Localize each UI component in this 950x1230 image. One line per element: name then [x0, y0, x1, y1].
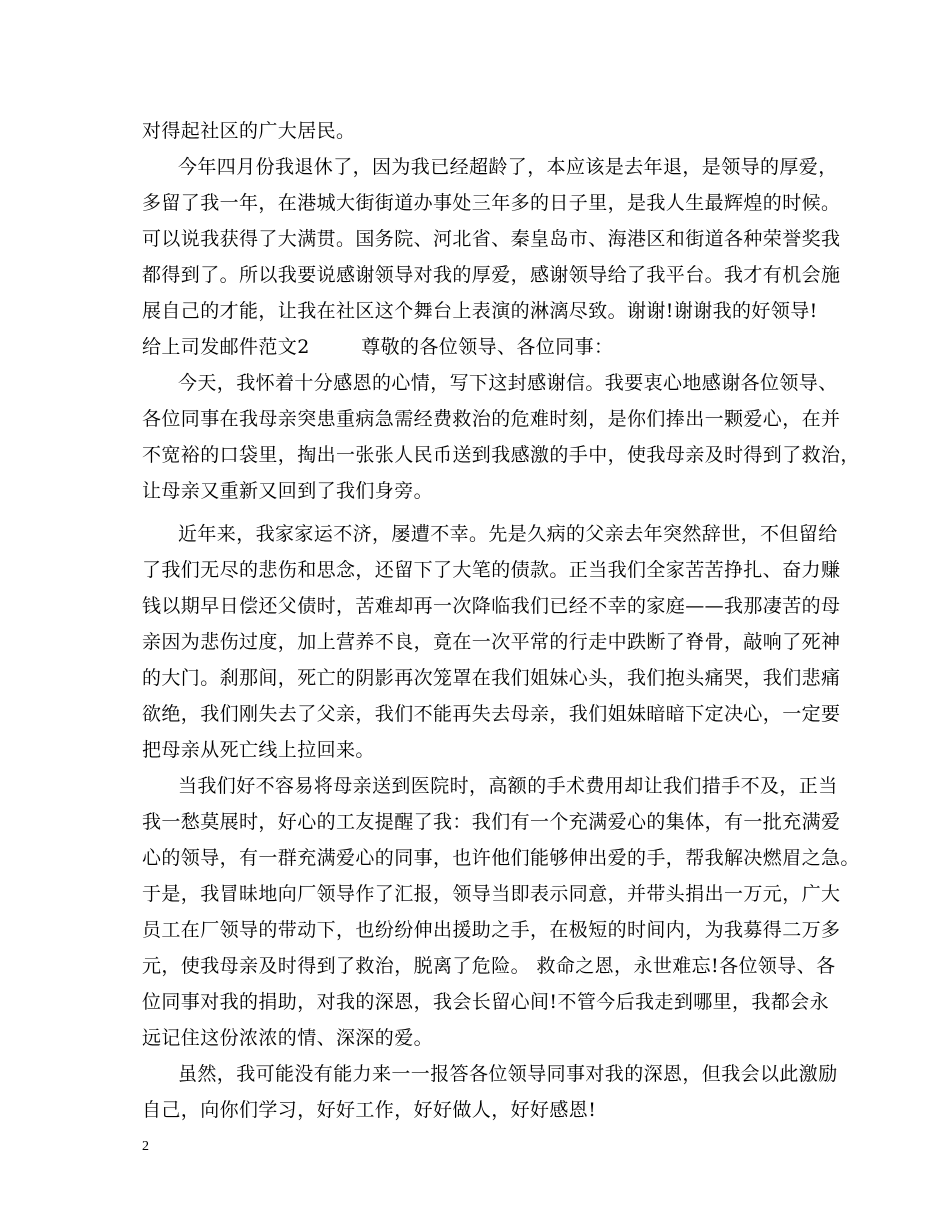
- text-line: 今天，我怀着十分感恩的心情，写下这封感谢信。我要衷心地感谢各位领导、: [178, 372, 838, 394]
- text-line: 员工在厂领导的带动下，也纷纷伸出援助之手，在极短的时间内，为我募得二万多: [142, 919, 841, 941]
- text-line: 对得起社区的广大居民。: [142, 120, 356, 142]
- text-line: 了我们无尽的悲伤和思念，还留下了大笔的债款。正当我们全家苦苦挣扎、奋力赚: [142, 559, 841, 581]
- text-line: 近年来，我家家运不济，屡遭不幸。先是久病的父亲去年突然辞世，不但留给: [178, 523, 838, 545]
- text-line: 的大门。刹那间，死亡的阴影再次笼罩在我们姐妹心头，我们抱头痛哭，我们悲痛: [142, 667, 841, 689]
- page-number: 2: [142, 1139, 149, 1154]
- text-line: 欲绝，我们刚失去了父亲，我们不能再失去母亲，我们姐妹暗暗下定决心，一定要: [142, 703, 841, 725]
- section-heading: 给上司发邮件范文2 尊敬的各位领导、各位同事：: [142, 336, 614, 358]
- text-line: 于是，我冒昧地向厂领导作了汇报，领导当即表示同意，并带头捐出一万元，广大: [142, 883, 841, 905]
- text-line: 可以说我获得了大满贯。国务院、河北省、秦皇岛市、海港区和街道各种荣誉奖我: [142, 228, 841, 250]
- text-line: 今年四月份我退休了，因为我已经超龄了，本应该是去年退，是领导的厚爱，: [178, 156, 838, 178]
- text-line: 让母亲又重新又回到了我们身旁。: [142, 480, 434, 502]
- text-line: 我一愁莫展时，好心的工友提醒了我：我们有一个充满爱心的集体，有一批充满爱: [142, 811, 841, 833]
- text-line: 亲因为悲伤过度，加上营养不良，竟在一次平常的行走中跌断了脊骨，敲响了死神: [142, 631, 841, 653]
- text-line: 虽然，我可能没有能力来一一报答各位领导同事对我的深恩，但我会以此激励: [178, 1063, 838, 1085]
- text-line: 各位同事在我母亲突患重病急需经费救治的危难时刻，是你们捧出一颗爱心，在并: [142, 408, 841, 430]
- text-line: 位同事对我的捐助，对我的深恩，我会长留心间!不管今后我走到哪里，我都会永: [142, 991, 830, 1013]
- text-line: 自己，向你们学习，好好工作，好好做人，好好感恩!: [142, 1099, 597, 1121]
- text-line: 钱以期早日偿还父债时，苦难却再一次降临我们已经不幸的家庭——我那凄苦的母: [142, 595, 841, 617]
- text-line: 展自己的才能，让我在社区这个舞台上表演的淋漓尽致。谢谢!谢谢我的好领导!: [142, 300, 818, 322]
- text-line: 多留了我一年，在港城大街街道办事处三年多的日子里，是我人生最辉煌的时候。: [142, 192, 841, 214]
- text-line: 都得到了。所以我要说感谢领导对我的厚爱，感谢领导给了我平台。我才有机会施: [142, 264, 841, 286]
- text-line: 把母亲从死亡线上拉回来。: [142, 739, 375, 761]
- text-line: 当我们好不容易将母亲送到医院时，高额的手术费用却让我们措手不及，正当: [178, 775, 838, 797]
- text-line: 心的领导，有一群充满爱心的同事，也许他们能够伸出爱的手，帮我解决燃眉之急。: [142, 847, 860, 869]
- text-line: 不宽裕的口袋里，掏出一张张人民币送到我感激的手中，使我母亲及时得到了救治，: [142, 444, 860, 466]
- text-line: 元，使我母亲及时得到了救治，脱离了危险。 救命之恩，永世难忘!各位领导、各: [142, 955, 836, 977]
- text-line: 远记住这份浓浓的情、深深的爱。: [142, 1027, 434, 1049]
